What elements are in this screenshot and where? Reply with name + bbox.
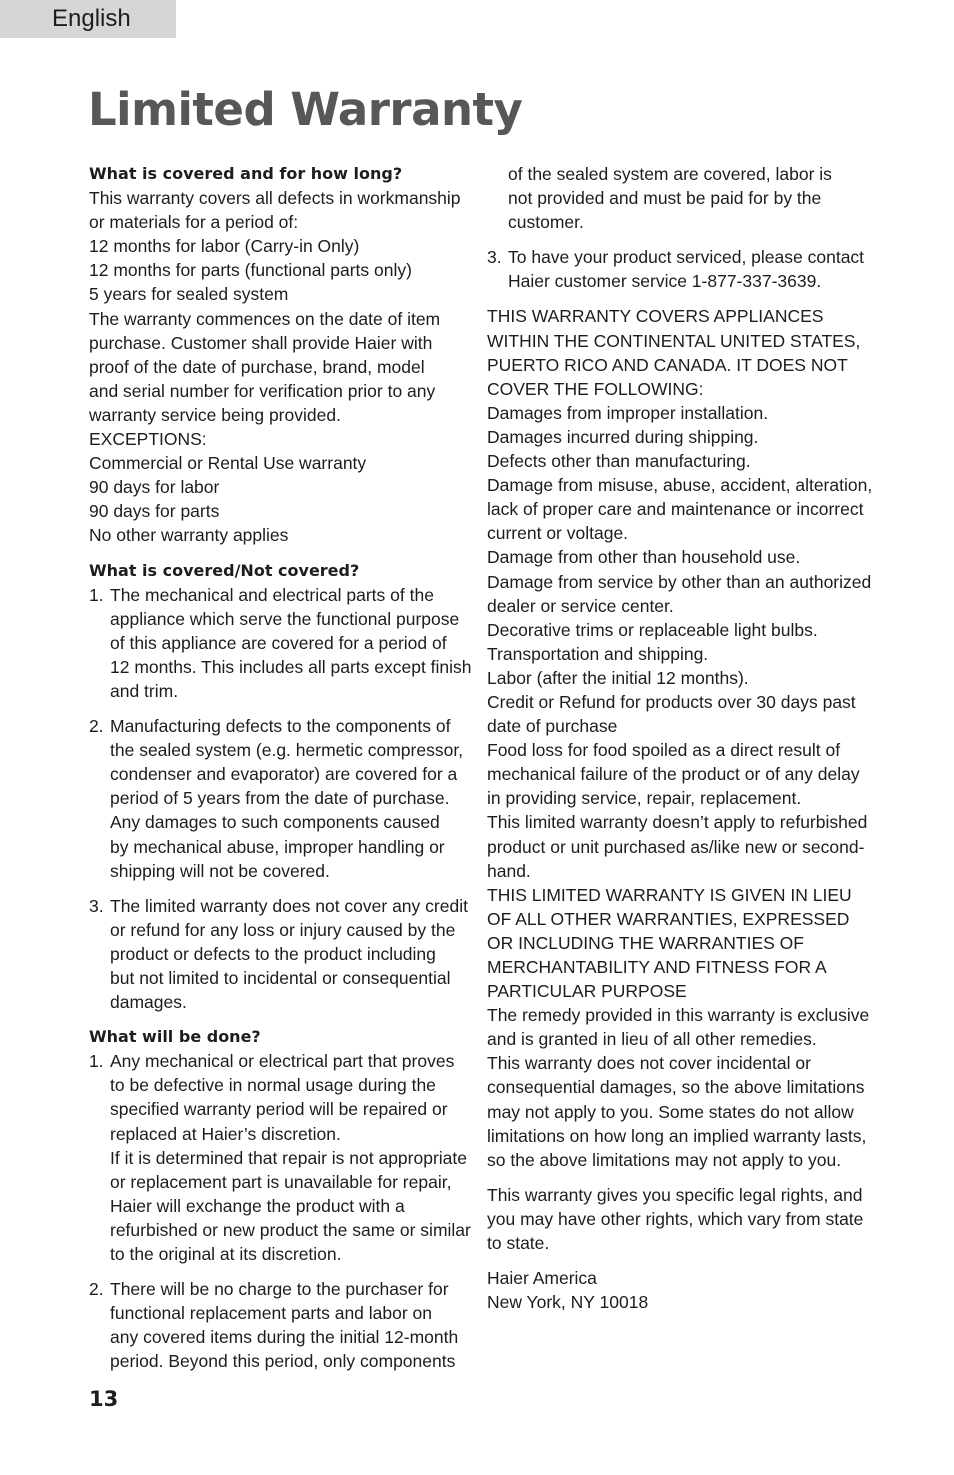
list-item-text: [110, 1277, 467, 1373]
text-line: PARTICULAR PURPOSE: [487, 981, 687, 1002]
text-line: may not apply to you. Some states do not allow: [487, 1101, 854, 1122]
text-line: consequential damages, so the above limitations: [487, 1077, 865, 1098]
text-line: damages.: [110, 992, 187, 1013]
text-line: period of 5 years from the date of purchase.: [110, 788, 450, 809]
text-line: PUERTO RICO AND CANADA. IT DOES NOT: [487, 354, 848, 375]
text-line: THIS WARRANTY COVERS APPLIANCES: [487, 306, 824, 327]
text-line: Damages from improper installation.: [487, 402, 769, 423]
text-line: to state.: [487, 1233, 550, 1254]
text-line: by mechanical abuse, improper handling or: [110, 836, 445, 857]
text-line: or materials for a period of:: [89, 212, 299, 233]
text-line: date of purchase: [487, 716, 618, 737]
text-line: No other warranty applies: [89, 525, 289, 546]
text-line: Damage from service by other than an authorized: [487, 571, 872, 592]
list-item-number: 2.: [89, 716, 104, 737]
text-line: replaced at Haier’s discretion.: [110, 1123, 341, 1144]
text-line: mechanical failure of the product or of any delay: [487, 764, 860, 785]
list-item-text: [110, 894, 468, 1014]
text-line: Defects other than manufacturing.: [487, 451, 751, 472]
text-line: Damage from other than household use.: [487, 547, 801, 568]
list-item-number: 1.: [89, 584, 104, 605]
exclusions-text: [487, 304, 873, 1171]
text-line: functional replacement parts and labor on: [110, 1303, 433, 1324]
text-line: Transportation and shipping.: [487, 643, 709, 664]
text-line: There will be no charge to the purchaser for: [110, 1279, 449, 1300]
text-line: 12 months. This includes all parts except finish: [110, 656, 472, 677]
text-line: The warranty commences on the date of item: [89, 308, 441, 329]
covered-not-covered-list: [89, 583, 472, 1015]
left-column: [89, 162, 472, 1374]
text-line: Labor (after the initial 12 months).: [487, 667, 749, 688]
text-line: period. Beyond this period, only components: [110, 1351, 456, 1372]
text-line: Haier customer service 1-877-337-3639.: [508, 271, 822, 292]
text-line: of the sealed system are covered, labor is: [508, 164, 832, 184]
text-line: New York, NY 10018: [487, 1292, 649, 1313]
list-item: [89, 1049, 471, 1266]
text-line: product or defects to the product including: [110, 943, 436, 964]
text-line: 12 months for parts (functional parts only): [89, 260, 412, 281]
text-line: current or voltage.: [487, 523, 629, 544]
text-line: but not limited to incidental or consequential: [110, 968, 451, 988]
list-item: [89, 714, 467, 883]
text-line: appliance which serve the functional purpose: [110, 608, 460, 629]
text-line: and serial number for verification prior to any: [89, 380, 436, 401]
list-item: [487, 245, 867, 293]
text-line: OR INCLUDING THE WARRANTIES OF: [487, 932, 804, 953]
list-item-number: 1.: [89, 1051, 104, 1072]
text-line: To have your product serviced, please contact: [508, 247, 865, 268]
section-heading-coverage: What is covered and for how long?: [89, 164, 403, 183]
text-line: or refund for any loss or injury caused by the: [110, 919, 456, 940]
text-line: and trim.: [110, 680, 179, 701]
text-line: in providing service, repair, replacement.: [487, 788, 802, 809]
text-line: Manufacturing defects to the components of: [110, 716, 451, 737]
text-line: Decorative trims or replaceable light bulbs.: [487, 619, 818, 640]
text-line: 5 years for sealed system: [89, 284, 289, 305]
text-line: EXCEPTIONS:: [89, 429, 207, 450]
coverage-text: [89, 186, 467, 547]
list-item-text: [110, 714, 467, 883]
text-line: This limited warranty doesn’t apply to refurbished: [487, 812, 868, 833]
text-line: If it is determined that repair is not appropriate: [110, 1147, 467, 1168]
text-line: or replacement part is unavailable for repair,: [110, 1171, 452, 1192]
text-line: 12 months for labor (Carry-in Only): [89, 236, 360, 257]
list-item-text: [110, 1049, 471, 1266]
section-heading-what-will-be-done: What will be done?: [89, 1027, 261, 1047]
list-item-text: [110, 583, 472, 703]
list-item-continuation: [487, 162, 867, 234]
right-column: [487, 162, 873, 1314]
text-line: The mechanical and electrical parts of the: [110, 584, 434, 605]
text-line: limitations on how long an implied warranty lasts,: [487, 1125, 867, 1146]
text-line: Haier America: [487, 1268, 597, 1289]
text-line: proof of the date of purchase, brand, model: [89, 356, 425, 377]
text-line: THIS LIMITED WARRANTY IS GIVEN IN LIEU: [487, 884, 852, 905]
text-line: to be defective in normal usage during the: [110, 1075, 436, 1096]
text-line: This warranty does not cover incidental or: [487, 1053, 811, 1074]
list-item-text: [508, 245, 867, 293]
text-line: the sealed system (e.g. hermetic compressor,: [110, 740, 464, 761]
text-line: OF ALL OTHER WARRANTIES, EXPRESSED: [487, 908, 850, 929]
text-line: dealer or service center.: [487, 595, 674, 616]
text-line: condenser and evaporator) are covered for a: [110, 764, 458, 785]
text-line: refurbished or new product the same or similar: [110, 1219, 471, 1240]
list-item: [89, 894, 467, 1014]
text-line: Any mechanical or electrical part that proves: [110, 1051, 455, 1072]
text-line: you may have other rights, which vary from state: [487, 1208, 864, 1229]
text-line: shipping will not be covered.: [110, 860, 330, 881]
text-line: product or unit purchased as/like new or second-: [487, 836, 865, 857]
text-line: not provided and must be paid for by the: [508, 188, 822, 209]
page-number: 13: [89, 1387, 119, 1411]
text-line: specified warranty period will be repaired or: [110, 1099, 448, 1120]
section-heading-covered-not-covered: What is covered/Not covered?: [89, 560, 360, 580]
page-title: Limited Warranty: [88, 83, 523, 136]
text-line: WITHIN THE CONTINENTAL UNITED STATES,: [487, 330, 861, 351]
text-line: 90 days for labor: [89, 477, 220, 498]
text-line: This warranty covers all defects in workmanship: [89, 188, 461, 209]
text-line: and is granted in lieu of all other remedies.: [487, 1029, 817, 1050]
text-line: The limited warranty does not cover any credit: [110, 895, 468, 916]
text-line: The remedy provided in this warranty is exclusive: [487, 1005, 870, 1026]
text-line: This warranty gives you specific legal rights, and: [487, 1184, 863, 1205]
company-address: [487, 1266, 867, 1314]
text-line: Commercial or Rental Use warranty: [89, 453, 367, 474]
list-item-number: 3.: [89, 895, 104, 916]
text-line: Food loss for food spoiled as a direct result of: [487, 740, 841, 761]
text-line: COVER THE FOLLOWING:: [487, 378, 704, 399]
text-line: Haier will exchange the product with a: [110, 1195, 405, 1216]
text-line: warranty service being provided.: [89, 404, 341, 425]
language-tab: English: [0, 0, 176, 38]
text-line: Damages incurred during shipping.: [487, 426, 759, 447]
text-line: 90 days for parts: [89, 501, 220, 522]
text-line: Any damages to such components caused: [110, 812, 440, 833]
list-item-number: 3.: [487, 247, 502, 268]
text-line: MERCHANTABILITY AND FITNESS FOR A: [487, 957, 827, 977]
text-line: Damage from misuse, abuse, accident, alteration,: [487, 475, 873, 496]
text-line: Credit or Refund for products over 30 days past: [487, 691, 856, 712]
list-item: [89, 1277, 467, 1373]
text-line: of this appliance are covered for a period of: [110, 632, 447, 653]
text-line: to the original at its discretion.: [110, 1244, 342, 1265]
text-line: customer.: [508, 212, 584, 233]
text-line: purchase. Customer shall provide Haier with: [89, 332, 433, 353]
text-line: any covered items during the initial 12-month: [110, 1327, 459, 1348]
text-line: hand.: [487, 860, 531, 881]
legal-rights-text: [487, 1183, 867, 1255]
text-line: so the above limitations may not apply to you.: [487, 1149, 842, 1170]
list-item: [89, 583, 472, 703]
list-item-number: 2.: [89, 1279, 104, 1300]
text-line: lack of proper care and maintenance or incorrect: [487, 499, 864, 520]
what-will-be-done-list: [89, 1049, 471, 1373]
